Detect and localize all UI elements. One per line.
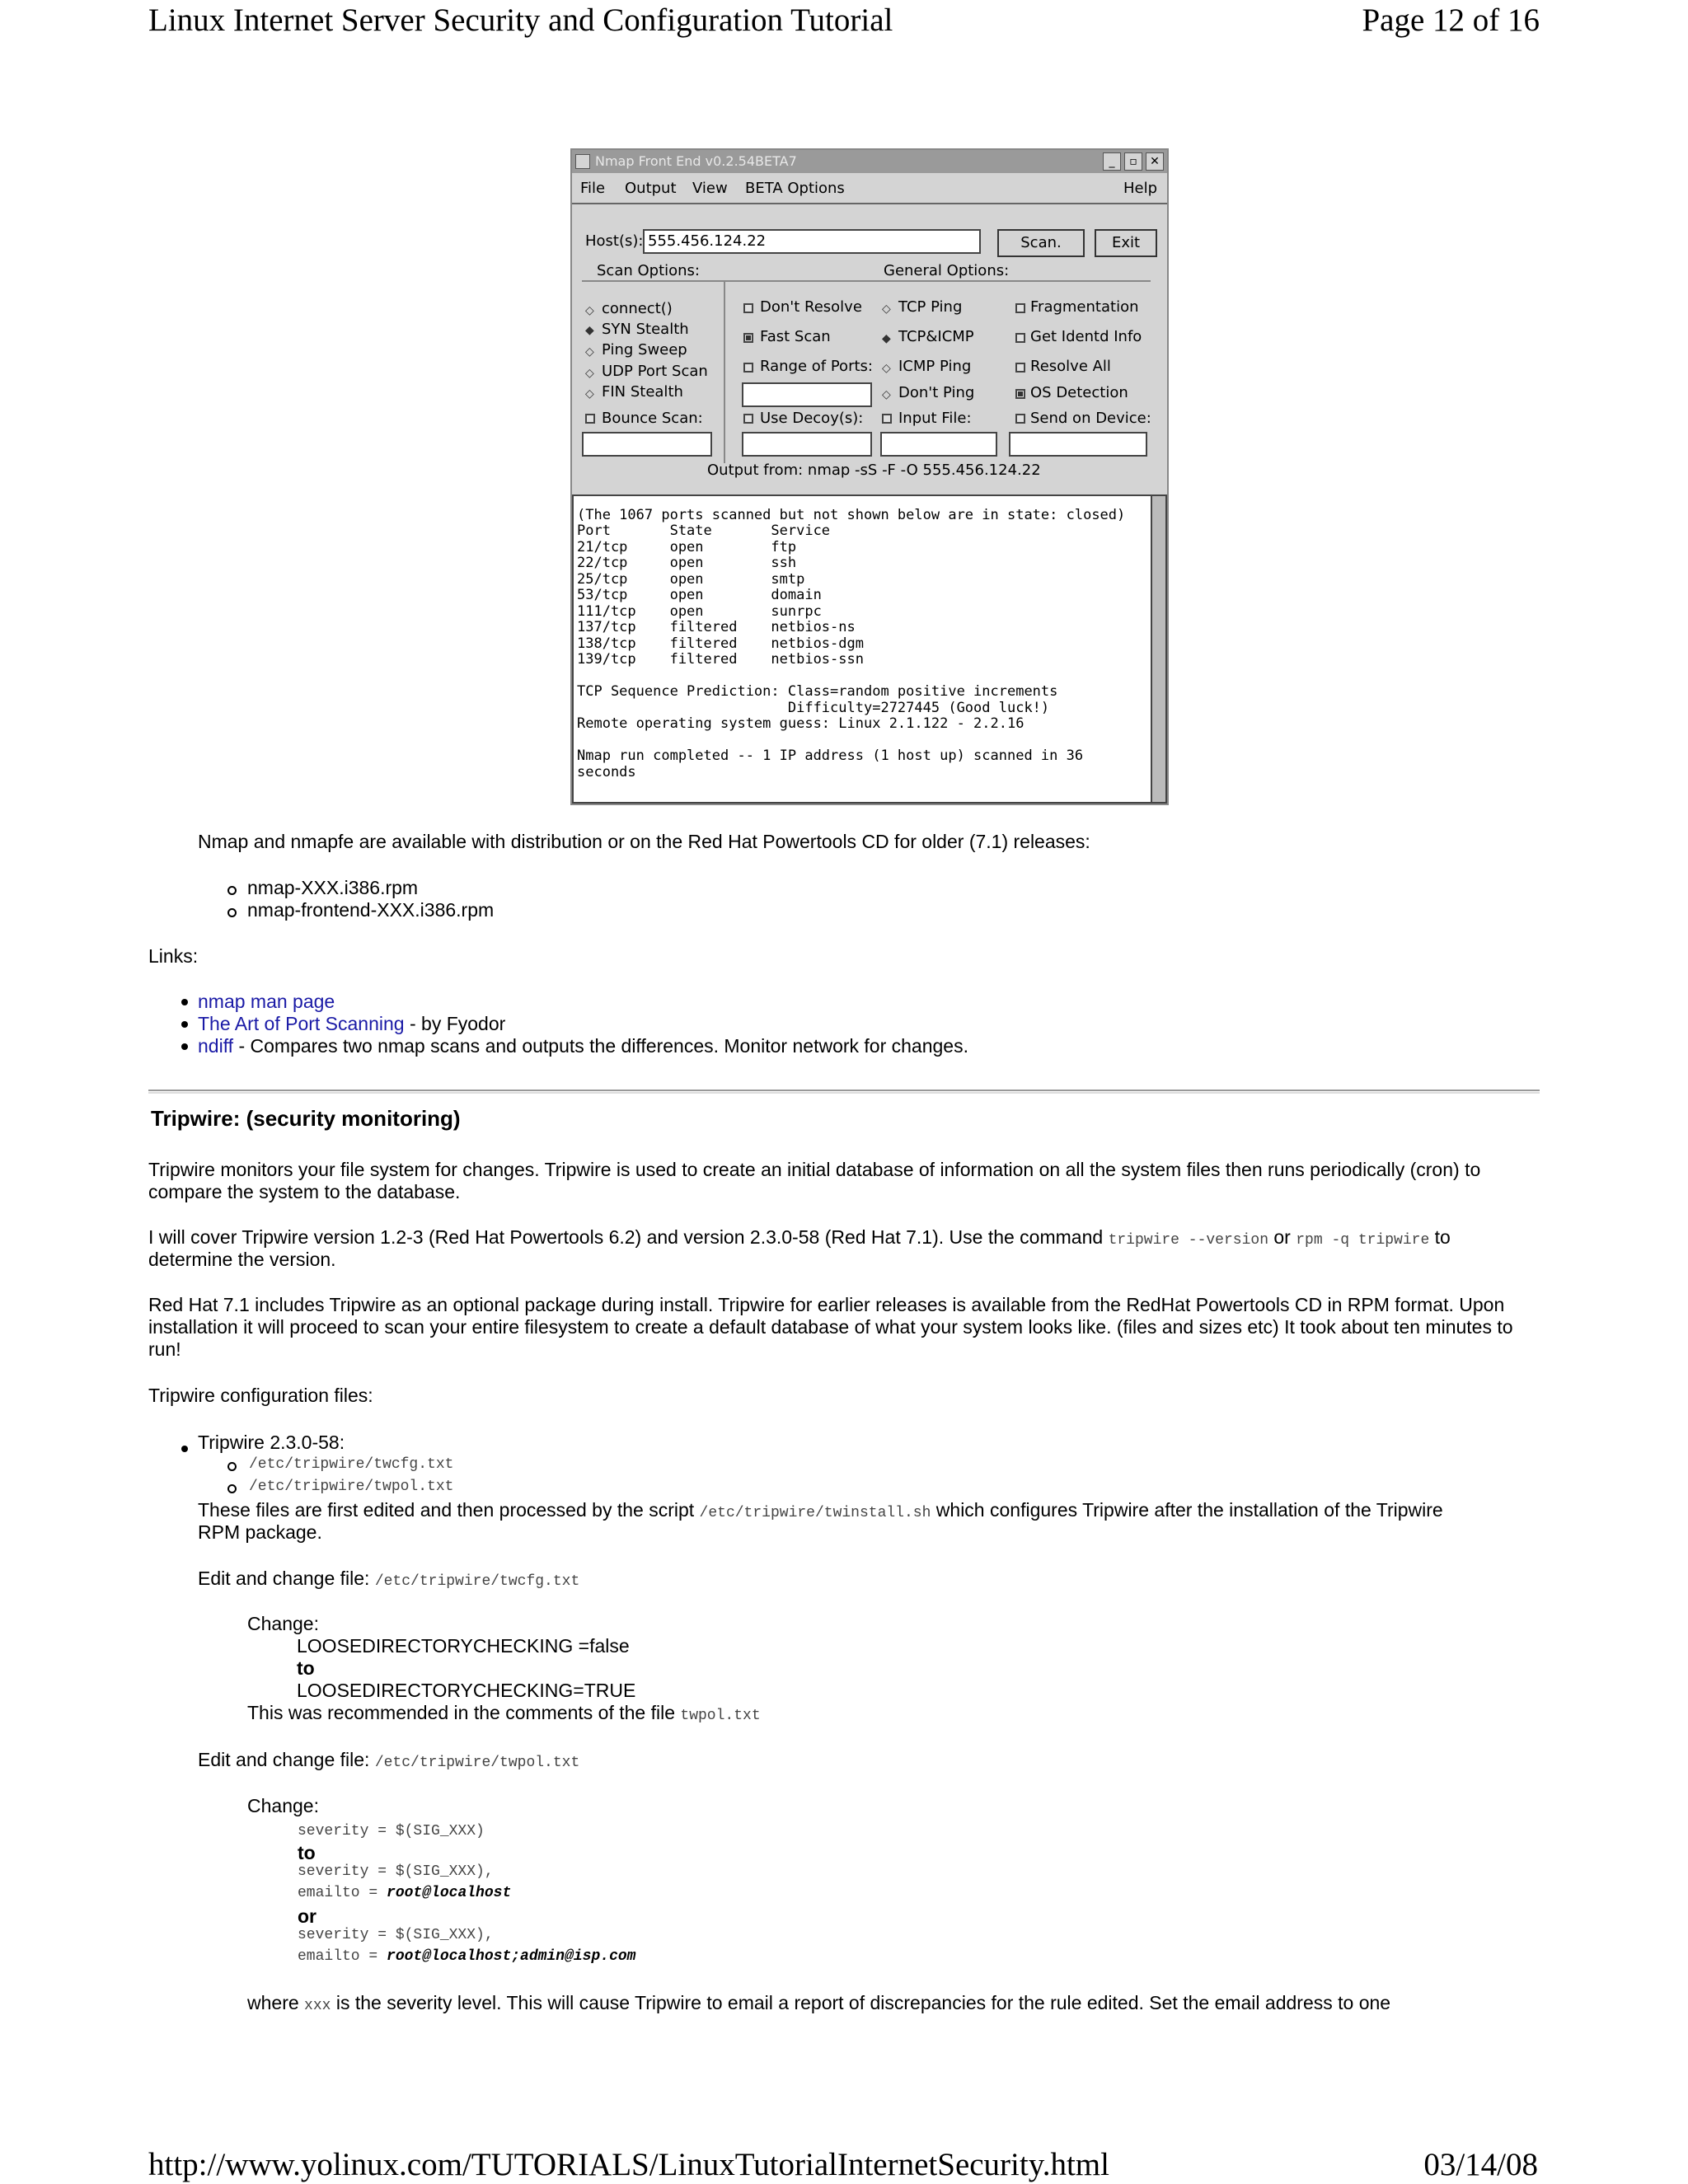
list-bullet — [227, 886, 237, 895]
nmap-man-page-link[interactable]: nmap man page — [198, 991, 335, 1012]
inline-code: xxx — [304, 1998, 331, 2014]
list-bullet — [181, 1446, 188, 1452]
checkbox-checked-icon[interactable] — [743, 333, 753, 343]
scan-udp[interactable]: UDP Port Scan — [602, 363, 708, 380]
paragraph: Red Hat 7.1 includes Tripwire as an optional package during install. Tripwire for earlier releases is available from the RedHat Powertools CD in RPM format. Upon installation it will proceed to scan your entire filesystem to create a default database of what your system looks like. (files and sizes etc) It took about ten minutes to run! — [148, 1294, 1513, 1360]
opt-range-of-ports[interactable]: Range of Ports: — [760, 358, 873, 375]
device-input[interactable] — [1009, 432, 1147, 457]
output-port-line: 22/tcp open ssh — [577, 555, 797, 571]
text: is the severity level. This will cause Tripwire to email a report of discrepancies for the rule edited. Set the email address to one — [331, 1992, 1391, 2013]
radio-selected-icon[interactable]: ◆ — [585, 324, 594, 337]
output-line: TCP Sequence Prediction: Class=random positive increments — [577, 683, 1058, 700]
radio-icon[interactable]: ◇ — [882, 362, 891, 375]
paragraph — [148, 1226, 1451, 1252]
list-bullet — [181, 999, 188, 1005]
text: Edit and change file: — [198, 1749, 375, 1770]
command-line: Output from: nmap -sS -F -O 555.456.124.22 — [707, 462, 1041, 479]
opt-fast-scan[interactable]: Fast Scan — [760, 328, 831, 345]
page-number: Page 12 of 16 — [1362, 2, 1540, 38]
output-port-line: 139/tcp filtered netbios-ssn — [577, 651, 864, 668]
text: This was recommended in the comments of the file — [247, 1702, 681, 1723]
checkbox-icon[interactable] — [1015, 333, 1025, 343]
config-code — [298, 1885, 511, 1901]
radio-icon[interactable]: ◇ — [585, 345, 594, 359]
change-label: Change: — [247, 1613, 319, 1634]
list-bullet — [181, 1021, 188, 1028]
checkbox-icon[interactable] — [743, 303, 753, 313]
inline-code: /etc/tripwire/twcfg.txt — [374, 1573, 580, 1590]
checkbox-icon[interactable] — [743, 414, 753, 424]
list-item — [198, 1035, 968, 1057]
opt-resolve-all[interactable]: Resolve All — [1030, 358, 1111, 375]
menu-beta-options[interactable]: BETA Options — [745, 180, 845, 197]
list-item: Tripwire 2.3.0-58: — [198, 1432, 345, 1453]
inline-code: tripwire --version — [1108, 1232, 1268, 1249]
menu-view[interactable]: View — [692, 180, 728, 197]
config-value: LOOSEDIRECTORYCHECKING =false — [297, 1635, 630, 1657]
opt-tcp-ping[interactable]: TCP Ping — [898, 298, 963, 316]
list-item: nmap-frontend-XXX.i386.rpm — [247, 899, 495, 921]
section-title: Tripwire: (security monitoring) — [151, 1106, 461, 1131]
divider — [724, 282, 725, 463]
output-port-line: 111/tcp open sunrpc — [577, 603, 822, 620]
output-port-line: 21/tcp open ftp — [577, 539, 797, 555]
scan-syn-stealth[interactable]: SYN Stealth — [602, 321, 689, 338]
text: emailto = — [298, 1948, 387, 1965]
text: which configures Tripwire after the installation of the Tripwire — [931, 1499, 1443, 1521]
checkbox-icon[interactable] — [1015, 363, 1025, 373]
inline-code: rpm -q tripwire — [1296, 1232, 1430, 1249]
list-item — [198, 1013, 505, 1035]
text: These files are first edited and then processed by the script — [198, 1499, 700, 1521]
opt-input-file[interactable]: Input File: — [898, 410, 972, 427]
footer-date: 03/14/08 — [1423, 2147, 1538, 2182]
decoy-input[interactable] — [742, 432, 872, 457]
divider — [582, 280, 1151, 282]
scan-ping-sweep[interactable]: Ping Sweep — [602, 341, 687, 359]
list-item — [198, 991, 335, 1013]
maximize-icon[interactable]: ▫ — [1124, 152, 1142, 171]
menu-output[interactable]: Output — [625, 180, 677, 197]
radio-icon[interactable]: ◇ — [585, 367, 594, 380]
config-code: severity = $(SIG_XXX) — [298, 1823, 485, 1840]
opt-icmp-ping[interactable]: ICMP Ping — [898, 358, 972, 375]
window-title: Nmap Front End v0.2.54BETA7 — [595, 153, 797, 169]
output-scrollbar[interactable] — [1151, 494, 1167, 804]
window-menu-icon[interactable] — [575, 154, 590, 169]
output-port-line: 53/tcp open domain — [577, 587, 822, 603]
opt-dont-ping[interactable]: Don't Ping — [898, 384, 975, 401]
email-address: root@localhost — [387, 1885, 512, 1901]
checkbox-icon[interactable] — [743, 363, 753, 373]
output-line: (The 1067 ports scanned but not shown below are in state: closed) — [577, 507, 1126, 523]
change-label: Change: — [247, 1795, 319, 1816]
window-titlebar — [572, 150, 1167, 173]
list-bullet — [181, 1043, 188, 1050]
list-bullet — [227, 1462, 237, 1471]
radio-icon[interactable]: ◇ — [585, 304, 594, 317]
config-code: severity = $(SIG_XXX), — [298, 1863, 494, 1880]
exit-button[interactable]: Exit — [1095, 229, 1157, 257]
paragraph — [247, 1702, 761, 1727]
opt-fragmentation[interactable]: Fragmentation — [1030, 298, 1139, 316]
bounce-scan-label: Bounce Scan: — [602, 410, 703, 427]
checkbox-icon[interactable] — [1015, 414, 1025, 424]
links-label: Links: — [148, 945, 199, 967]
link-description: - Compares two nmap scans and outputs the differences. Monitor network for changes. — [233, 1035, 968, 1057]
radio-icon[interactable]: ◇ — [882, 302, 891, 316]
edit-instruction — [198, 1568, 579, 1593]
text: to — [1429, 1226, 1451, 1248]
menu-file[interactable]: File — [580, 180, 606, 197]
radio-icon[interactable]: ◇ — [585, 387, 594, 401]
close-icon[interactable]: ✕ — [1146, 152, 1164, 171]
opt-tcp-icmp[interactable]: TCP&ICMP — [898, 328, 974, 345]
checkbox-icon[interactable] — [882, 414, 892, 424]
output-port-line: 138/tcp filtered netbios-dgm — [577, 635, 864, 652]
paragraph — [198, 1499, 1443, 1525]
text: I will cover Tripwire version 1.2-3 (Red Hat Powertools 6.2) and version 2.3.0-58 (Red Hat 7.1). Use the command — [148, 1226, 1109, 1248]
document-title: Linux Internet Server Security and Configuration Tutorial — [148, 2, 893, 38]
config-files-label: Tripwire configuration files: — [148, 1385, 373, 1406]
scan-options-label: Scan Options: — [597, 262, 700, 279]
inline-code: /etc/tripwire/twpol.txt — [374, 1755, 580, 1771]
file-path: /etc/tripwire/twcfg.txt — [249, 1456, 454, 1473]
scan-output[interactable] — [572, 494, 1152, 804]
input-file-field[interactable] — [880, 432, 997, 457]
host-input-value: 555.456.124.22 — [648, 232, 767, 250]
output-line: Difficulty=2727445 (Good luck!) — [577, 700, 1050, 716]
checkbox-icon[interactable] — [585, 414, 595, 424]
opt-os-detection[interactable]: OS Detection — [1030, 384, 1128, 401]
scan-fin-stealth[interactable]: FIN Stealth — [602, 383, 683, 401]
paragraph: determine the version. — [148, 1249, 336, 1270]
scan-connect[interactable]: connect() — [602, 300, 673, 317]
nmap-availability-text: Nmap and nmapfe are available with distribution or on the Red Hat Powertools CD for older (7.1) releases: — [198, 831, 1090, 852]
to-label: to — [297, 1657, 315, 1679]
output-line: Nmap run completed -- 1 IP address (1 host up) scanned in 36 — [577, 748, 1084, 764]
config-code — [298, 1948, 635, 1965]
opt-identd-info[interactable]: Get Identd Info — [1030, 328, 1142, 345]
list-item: nmap-XXX.i386.rpm — [247, 877, 419, 898]
art-of-port-scanning-link[interactable]: The Art of Port Scanning — [198, 1013, 405, 1034]
menu-help[interactable]: Help — [1123, 180, 1157, 197]
or-label: or — [298, 1905, 316, 1927]
list-bullet — [227, 1484, 237, 1493]
link-description: - by Fyodor — [404, 1013, 506, 1034]
inline-code: /etc/tripwire/twinstall.sh — [699, 1505, 931, 1521]
horizontal-rule — [148, 1090, 1540, 1094]
opt-send-on-device[interactable]: Send on Device: — [1030, 410, 1151, 427]
range-of-ports-input[interactable] — [742, 382, 872, 407]
paragraph: RPM package. — [198, 1521, 322, 1543]
opt-dont-resolve[interactable]: Don't Resolve — [760, 298, 862, 316]
menu-bar — [572, 175, 1167, 204]
general-options-label: General Options: — [884, 262, 1010, 279]
minimize-icon[interactable]: _ — [1103, 152, 1121, 171]
opt-use-decoy[interactable]: Use Decoy(s): — [760, 410, 864, 427]
bounce-scan-input[interactable] — [582, 432, 712, 457]
text: where — [247, 1992, 305, 2013]
inline-code: twpol.txt — [680, 1708, 761, 1724]
footer-url: http://www.yolinux.com/TUTORIALS/LinuxTutorialInternetSecurity.html — [148, 2147, 1109, 2182]
scan-button[interactable]: Scan. — [997, 229, 1085, 257]
radio-icon[interactable]: ◇ — [882, 388, 891, 401]
output-line: seconds — [577, 764, 636, 780]
radio-selected-icon[interactable]: ◆ — [882, 332, 891, 345]
text: or — [1268, 1226, 1296, 1248]
output-line: Port State Service — [577, 523, 831, 539]
config-code: severity = $(SIG_XXX), — [298, 1927, 494, 1943]
list-bullet — [227, 908, 237, 917]
paragraph: Tripwire monitors your file system for changes. Tripwire is used to create an initial database of information on all the system files then runs periodically (cron) to compare the system to the database. — [148, 1159, 1481, 1202]
text: emailto = — [298, 1885, 387, 1901]
output-port-line: 25/tcp open smtp — [577, 571, 805, 588]
config-value: LOOSEDIRECTORYCHECKING=TRUE — [297, 1680, 636, 1701]
nmap-frontend-window — [570, 148, 1169, 805]
to-label: to — [298, 1842, 316, 1863]
output-line: Remote operating system guess: Linux 2.1.122 - 2.2.16 — [577, 715, 1025, 732]
host-input[interactable] — [643, 229, 981, 254]
email-address: root@localhost;admin@isp.com — [387, 1948, 636, 1965]
checkbox-icon[interactable] — [1015, 303, 1025, 313]
host-label: Host(s): — [585, 232, 644, 250]
text: Edit and change file: — [198, 1568, 375, 1589]
edit-instruction — [198, 1749, 579, 1774]
checkbox-checked-icon[interactable] — [1015, 389, 1025, 399]
ndiff-link[interactable]: ndiff — [198, 1035, 234, 1057]
paragraph — [247, 1992, 1390, 2018]
file-path: /etc/tripwire/twpol.txt — [249, 1479, 454, 1495]
output-port-line: 137/tcp filtered netbios-ns — [577, 619, 856, 635]
